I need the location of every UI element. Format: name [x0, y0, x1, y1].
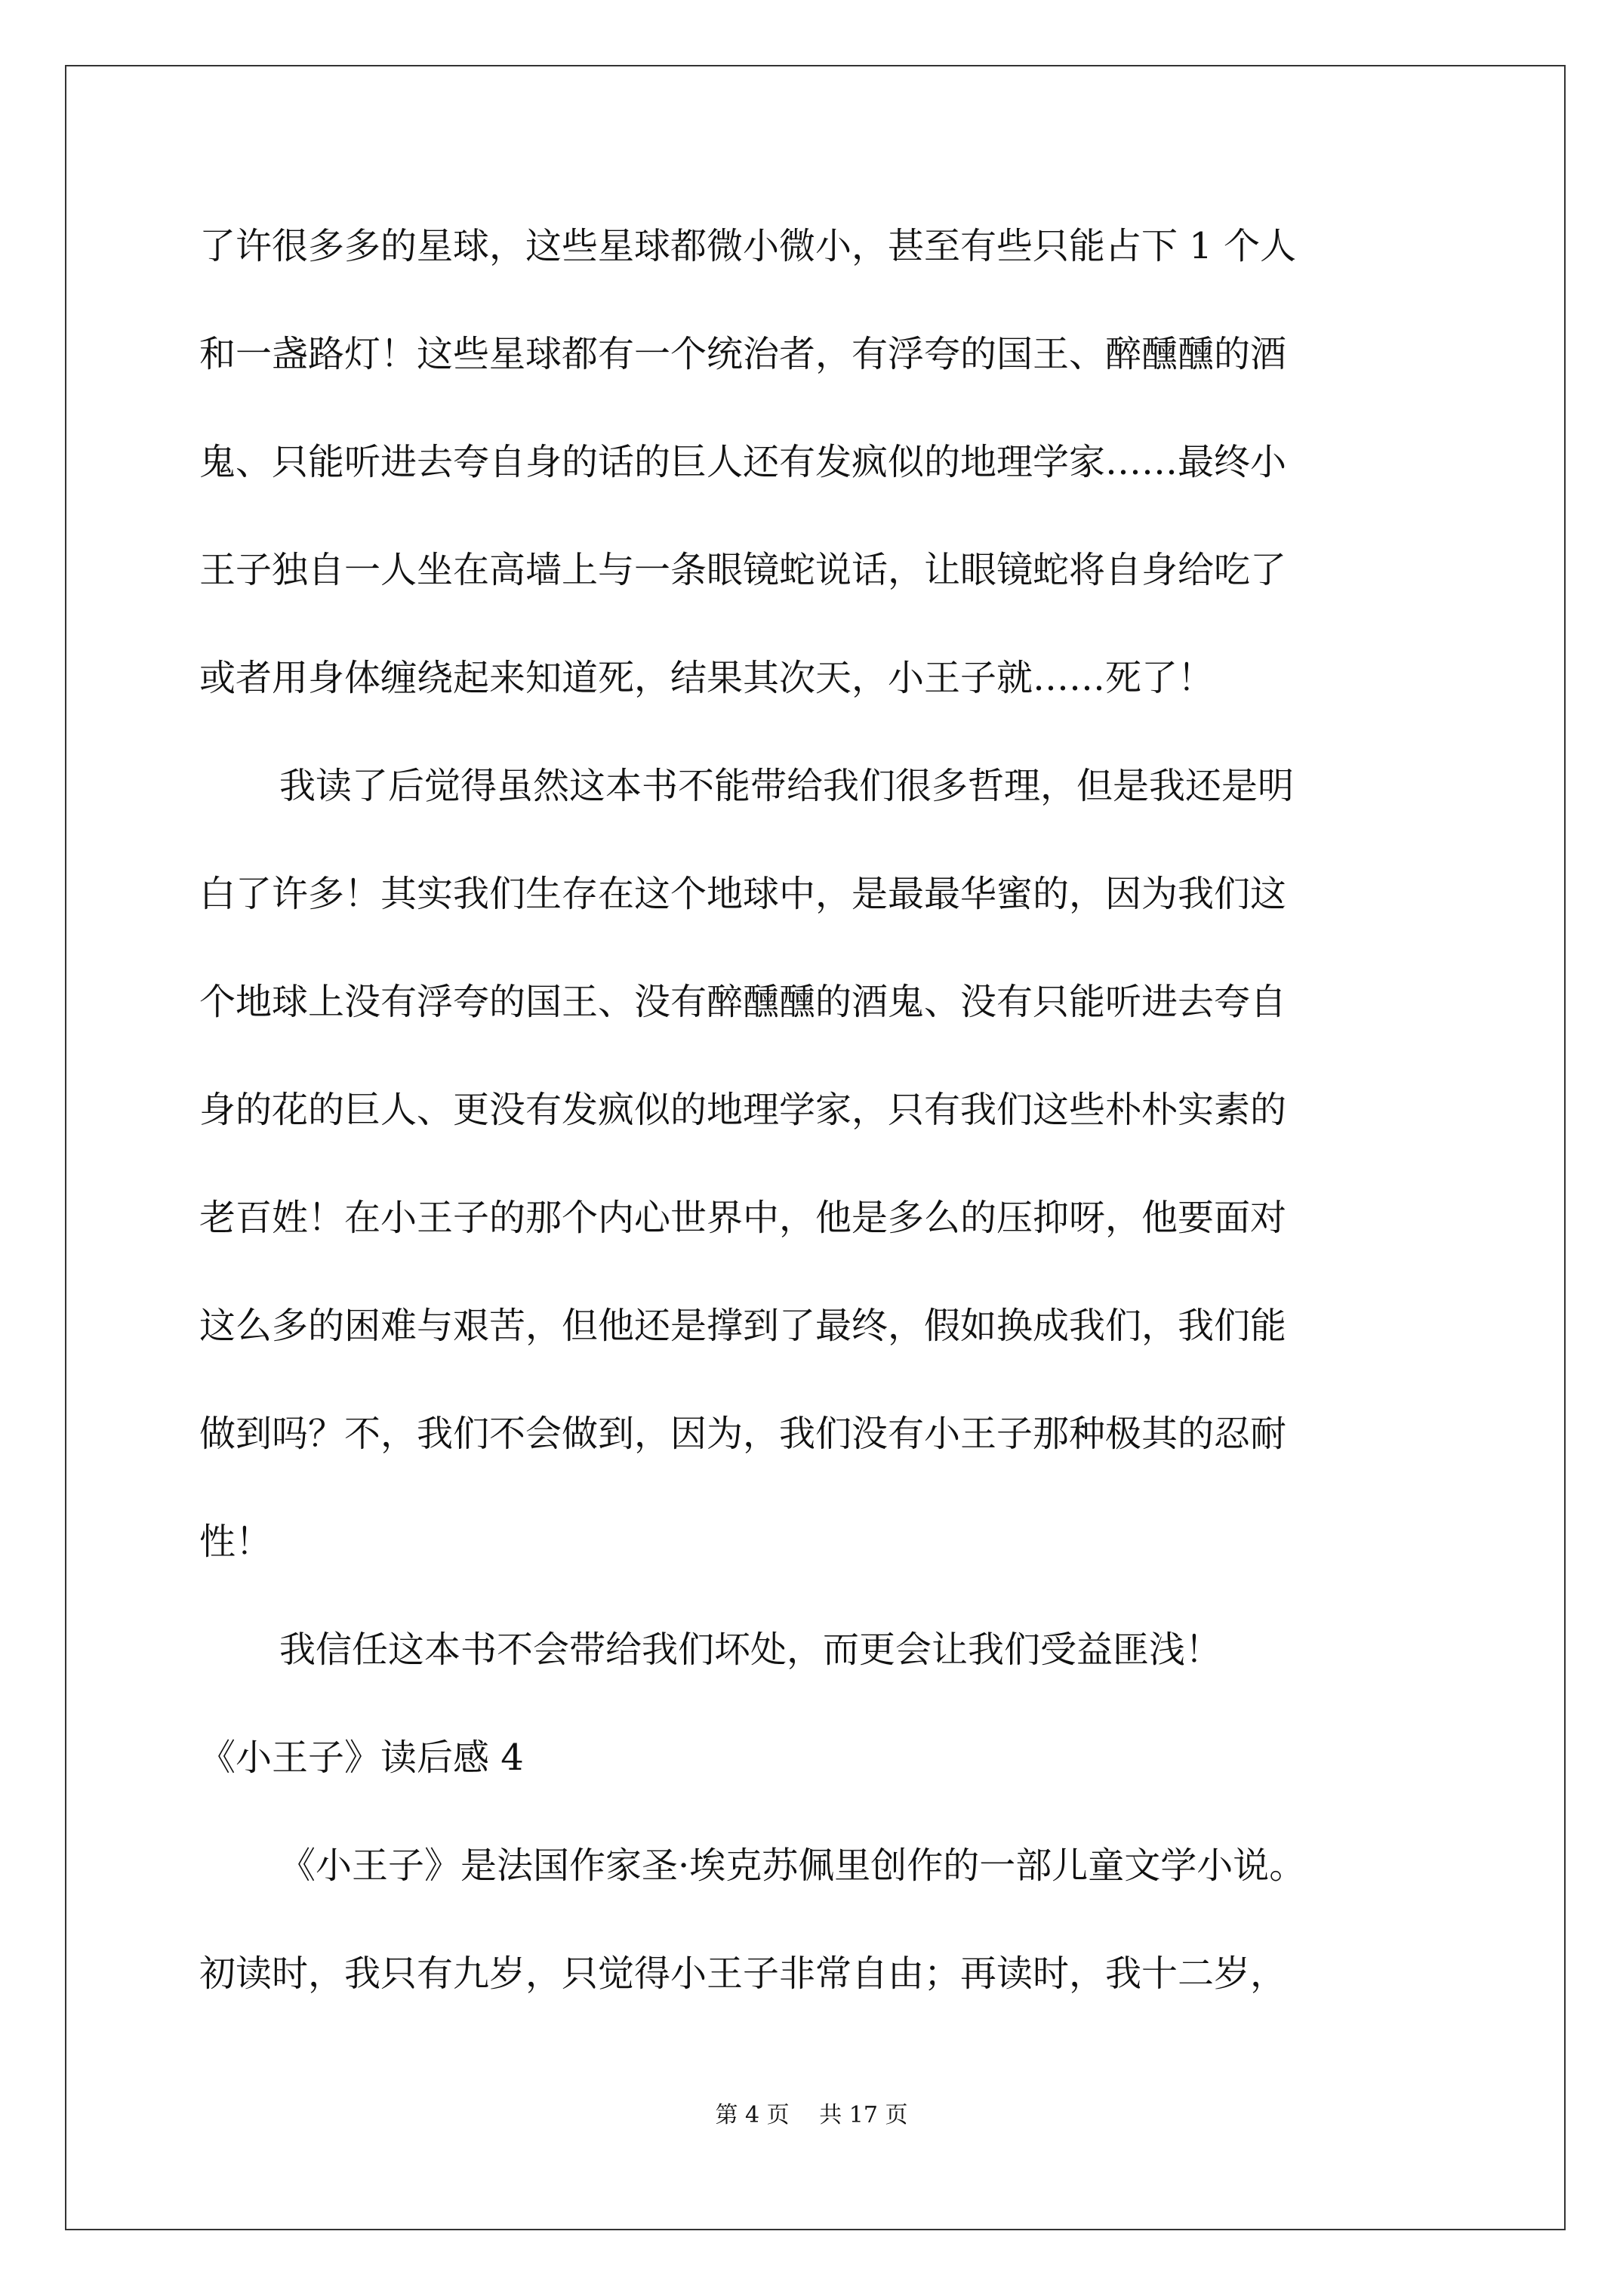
paragraph-first-line: 《小王子》是法国作家圣·埃克苏佩里创作的一部儿童文学小说。 — [279, 1845, 1306, 1887]
text-line: 性！ — [199, 1521, 273, 1563]
text-line: 或者用身体缠绕起来知道死，结果其次天，小王子就……死了！ — [199, 657, 1215, 699]
page-number: 第 4 页 — [715, 2102, 790, 2128]
text-line: 初读时，我只有九岁，只觉得小王子非常自由；再读时，我十二岁， — [199, 1952, 1287, 1995]
text-line: 老百姓！在小王子的那个内心世界中，他是多么的压抑呀，他要面对 — [199, 1197, 1287, 1239]
text-line: 做到吗？不，我们不会做到，因为，我们没有小王子那种极其的忍耐 — [199, 1413, 1287, 1455]
text-line: 这么多的困难与艰苦，但他还是撑到了最终，假如换成我们，我们能 — [199, 1305, 1287, 1347]
text-line: 和一盏路灯！这些星球都有一个统治者，有浮夸的国王、醉醺醺的酒 — [199, 333, 1287, 375]
text-line: 白了许多！其实我们生存在这个地球中，是最最华蜜的，因为我们这 — [199, 873, 1287, 915]
page-footer — [0, 2102, 1623, 2129]
paragraph-first-line: 我读了后觉得虽然这本书不能带给我们很多哲理，但是我还是明 — [279, 765, 1295, 807]
text-line: 了许很多多的星球，这些星球都微小微小，甚至有些只能占下 1 个人 — [199, 225, 1297, 267]
text-line: 鬼、只能听进去夸自身的话的巨人还有发疯似的地理学家……最终小 — [199, 441, 1287, 483]
document-body — [199, 219, 1483, 2054]
page-total: 共 17 页 — [819, 2102, 908, 2128]
text-line: 王子独自一人坐在高墙上与一条眼镜蛇说话，让眼镜蛇将自身给吃了 — [199, 549, 1287, 591]
section-heading: 《小王子》读后感 4 — [199, 1737, 524, 1779]
text-line: 身的花的巨人、更没有发疯似的地理学家，只有我们这些朴朴实素的 — [199, 1089, 1287, 1131]
paragraph-first-line: 我信任这本书不会带给我们坏处，而更会让我们受益匪浅！ — [279, 1629, 1222, 1671]
text-line: 个地球上没有浮夸的国王、没有醉醺醺的酒鬼、没有只能听进去夸自 — [199, 981, 1287, 1023]
